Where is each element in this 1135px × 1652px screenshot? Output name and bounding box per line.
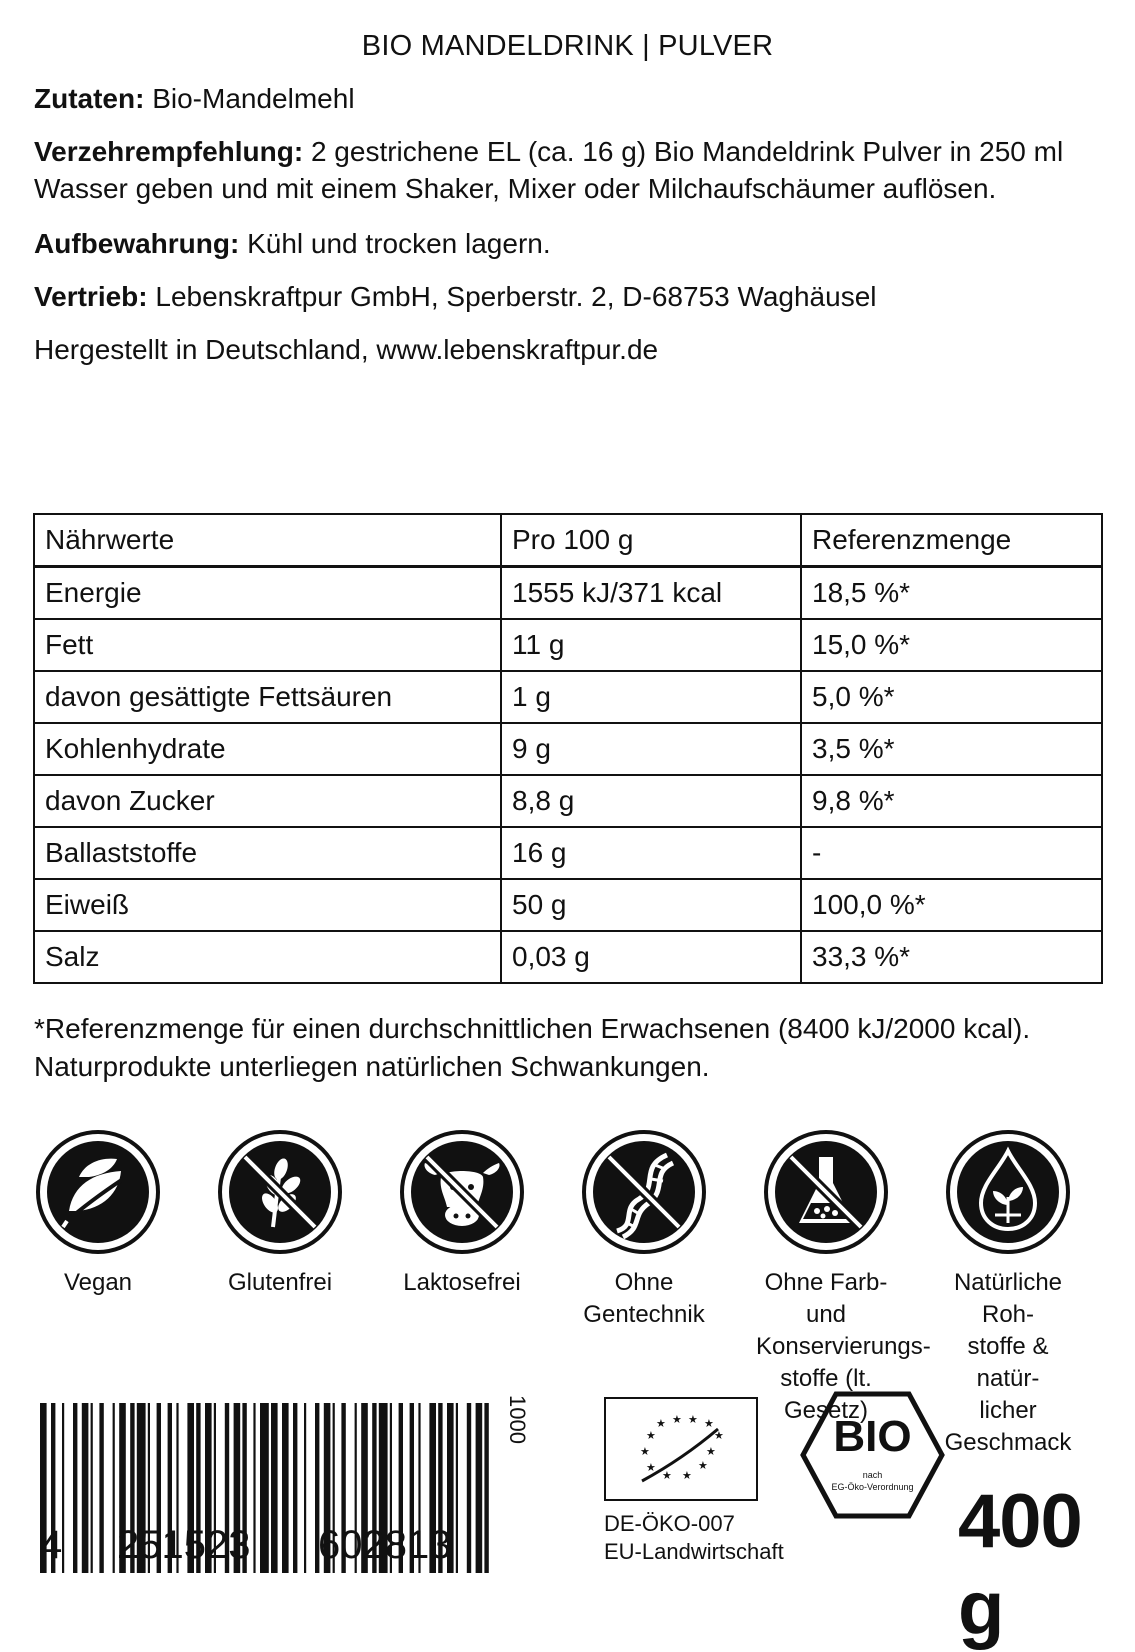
- amount-cell: 16 g: [501, 827, 801, 879]
- nutrient-cell: davon Zucker: [34, 775, 501, 827]
- svg-text:★: ★: [698, 1459, 708, 1472]
- nutrition-table: [33, 513, 1103, 984]
- barcode-bar: [293, 1403, 297, 1573]
- drop-leaf-icon: [943, 1127, 1073, 1257]
- table-row: [34, 775, 1102, 827]
- svg-text:★: ★: [714, 1429, 724, 1442]
- table-row: [34, 619, 1102, 671]
- manufactured-paragraph: Hergestellt in Deutschland, www.lebenskraftpur.de: [34, 334, 659, 365]
- barcode-bar: [456, 1403, 458, 1573]
- nutrient-cell: Eiweiß: [34, 879, 501, 931]
- net-weight: 400 g: [958, 1479, 1082, 1651]
- badge-label: Ohne Gentechnik: [583, 1269, 705, 1328]
- nutrient-cell: Salz: [34, 931, 501, 983]
- distributor-label: Vertrieb:: [34, 281, 148, 312]
- barcode-bar: [99, 1403, 103, 1573]
- amount-cell: 1555 kJ/371 kcal: [501, 567, 801, 620]
- barcode-bar: [62, 1403, 64, 1573]
- nutrient-cell: Energie: [34, 567, 501, 620]
- reference-cell: 18,5 %*: [801, 567, 1102, 620]
- svg-text:★: ★: [656, 1417, 666, 1430]
- reference-cell: 5,0 %*: [801, 671, 1102, 723]
- footnote-reference: *Referenzmenge für einen durchschnittlichen Erwachsenen (8400 kJ/2000 kcal).: [34, 1013, 1031, 1044]
- barcode-bar: [113, 1403, 115, 1573]
- distributor-text: Lebenskraftpur GmbH, Sperberstr. 2, D-68753 Waghäusel: [147, 281, 877, 312]
- eu-origin: EU-Landwirtschaft: [604, 1539, 784, 1564]
- badge-natural: [938, 1127, 1078, 1459]
- badge-label: Natürliche Roh- stoffe & natür- licher Geschmack: [944, 1269, 1072, 1456]
- nutrient-cell: davon gesättigte Fettsäuren: [34, 671, 501, 723]
- bio-seal-text: BIO: [833, 1412, 912, 1461]
- reference-cell: 3,5 %*: [801, 723, 1102, 775]
- footnote: [34, 1010, 1109, 1086]
- table-row: [34, 879, 1102, 931]
- table-row: [34, 723, 1102, 775]
- barcode-bar: [91, 1403, 93, 1573]
- svg-text:★: ★: [704, 1417, 714, 1430]
- reference-cell: 15,0 %*: [801, 619, 1102, 671]
- eu-control-code: [604, 1510, 784, 1566]
- barcode-bar: [282, 1403, 289, 1573]
- ingredients-text: Bio-Mandelmehl: [144, 83, 355, 114]
- no-wheat-icon: [215, 1127, 345, 1257]
- table-row: [34, 827, 1102, 879]
- badge-vegan: [28, 1127, 168, 1299]
- barcode-bar: [260, 1403, 269, 1573]
- svg-text:★: ★: [662, 1469, 672, 1482]
- usage-text: 2 gestrichene EL (ca. 16 g) Bio Mandeldrink Pulver in 250 ml Wasser geben und mit einem Shaker, Mixer oder Milchaufschäumer auflösen.: [34, 136, 1064, 204]
- barcode-right-digits: 602813: [318, 1523, 452, 1567]
- no-cow-icon: [397, 1127, 527, 1257]
- footnote-variation: Naturprodukte unterliegen natürlichen Schwankungen.: [34, 1051, 710, 1082]
- bio-seal-sub2: EG-Öko-Verordnung: [831, 1482, 914, 1492]
- svg-text:★: ★: [646, 1429, 656, 1442]
- badge-glutenfree: [210, 1127, 350, 1299]
- barcode-bar: [304, 1403, 306, 1573]
- leaf-icon: [33, 1127, 163, 1257]
- amount-cell: 50 g: [501, 879, 801, 931]
- nutrient-cell: Fett: [34, 619, 501, 671]
- bio-seal-sub1: nach: [862, 1470, 883, 1480]
- barcode-bar: [467, 1403, 471, 1573]
- amount-cell: 1 g: [501, 671, 801, 723]
- amount-cell: 9 g: [501, 723, 801, 775]
- reference-cell: -: [801, 827, 1102, 879]
- table-header-row: [34, 514, 1102, 567]
- reference-cell: 9,8 %*: [801, 775, 1102, 827]
- badge-no-gmo: [574, 1127, 714, 1331]
- barcode-bar: [271, 1403, 278, 1573]
- table-row: [34, 671, 1102, 723]
- barcode-side-number: 1000: [505, 1395, 530, 1444]
- distributor-paragraph: [34, 278, 1109, 315]
- eu-code: DE-ÖKO-007: [604, 1511, 735, 1536]
- barcode-left-digits: 251523: [117, 1523, 251, 1567]
- barcode-bar: [73, 1403, 77, 1573]
- no-dna-icon: [579, 1127, 709, 1257]
- svg-text:★: ★: [646, 1461, 656, 1474]
- nutrient-cell: Ballaststoffe: [34, 827, 501, 879]
- reference-cell: 33,3 %*: [801, 931, 1102, 983]
- badge-lactosefree: [392, 1127, 532, 1299]
- amount-cell: 8,8 g: [501, 775, 801, 827]
- reference-cell: 100,0 %*: [801, 879, 1102, 931]
- product-title: BIO MANDELDRINK | PULVER: [361, 30, 774, 62]
- amount-cell: 0,03 g: [501, 931, 801, 983]
- svg-text:★: ★: [672, 1413, 682, 1426]
- usage-label: Verzehrempfehlung:: [34, 136, 304, 167]
- amount-cell: 11 g: [501, 619, 801, 671]
- storage-label: Aufbewahrung:: [34, 228, 240, 259]
- table-row: [34, 567, 1102, 620]
- svg-text:★: ★: [682, 1469, 692, 1482]
- barcode-bar: [253, 1403, 255, 1573]
- barcode-bar: [82, 1403, 89, 1573]
- bio-seal: [800, 1390, 945, 1520]
- svg-text:★: ★: [640, 1445, 650, 1458]
- usage-paragraph: [34, 133, 1109, 207]
- nutrient-cell: Kohlenhydrate: [34, 723, 501, 775]
- barcode-bar: [484, 1403, 488, 1573]
- eu-organic-leaf-icon: [604, 1397, 758, 1501]
- barcode-bar: [476, 1403, 483, 1573]
- badge-label: Laktosefrei: [403, 1269, 521, 1296]
- header-cell: Pro 100 g: [501, 514, 801, 567]
- table-row: [34, 931, 1102, 983]
- storage-paragraph: [34, 225, 1109, 262]
- ingredients-label: Zutaten:: [34, 83, 145, 114]
- no-flask-icon: [761, 1127, 891, 1257]
- storage-text: Kühl und trocken lagern.: [239, 228, 551, 259]
- svg-text:★: ★: [688, 1413, 698, 1426]
- svg-text:★: ★: [706, 1445, 716, 1458]
- ingredients-paragraph: [34, 80, 1109, 117]
- badge-no-additives: [756, 1127, 931, 1427]
- barcode-first-digit: 4: [40, 1523, 63, 1567]
- badge-label: Ohne Farb- und Konservierungs- stoffe (lt. Gesetz): [756, 1269, 931, 1424]
- badge-label: Vegan: [63, 1269, 133, 1296]
- header-cell: Nährwerte: [34, 514, 501, 567]
- badge-label: Glutenfrei: [227, 1269, 333, 1296]
- header-cell: Referenzmenge: [801, 514, 1102, 567]
